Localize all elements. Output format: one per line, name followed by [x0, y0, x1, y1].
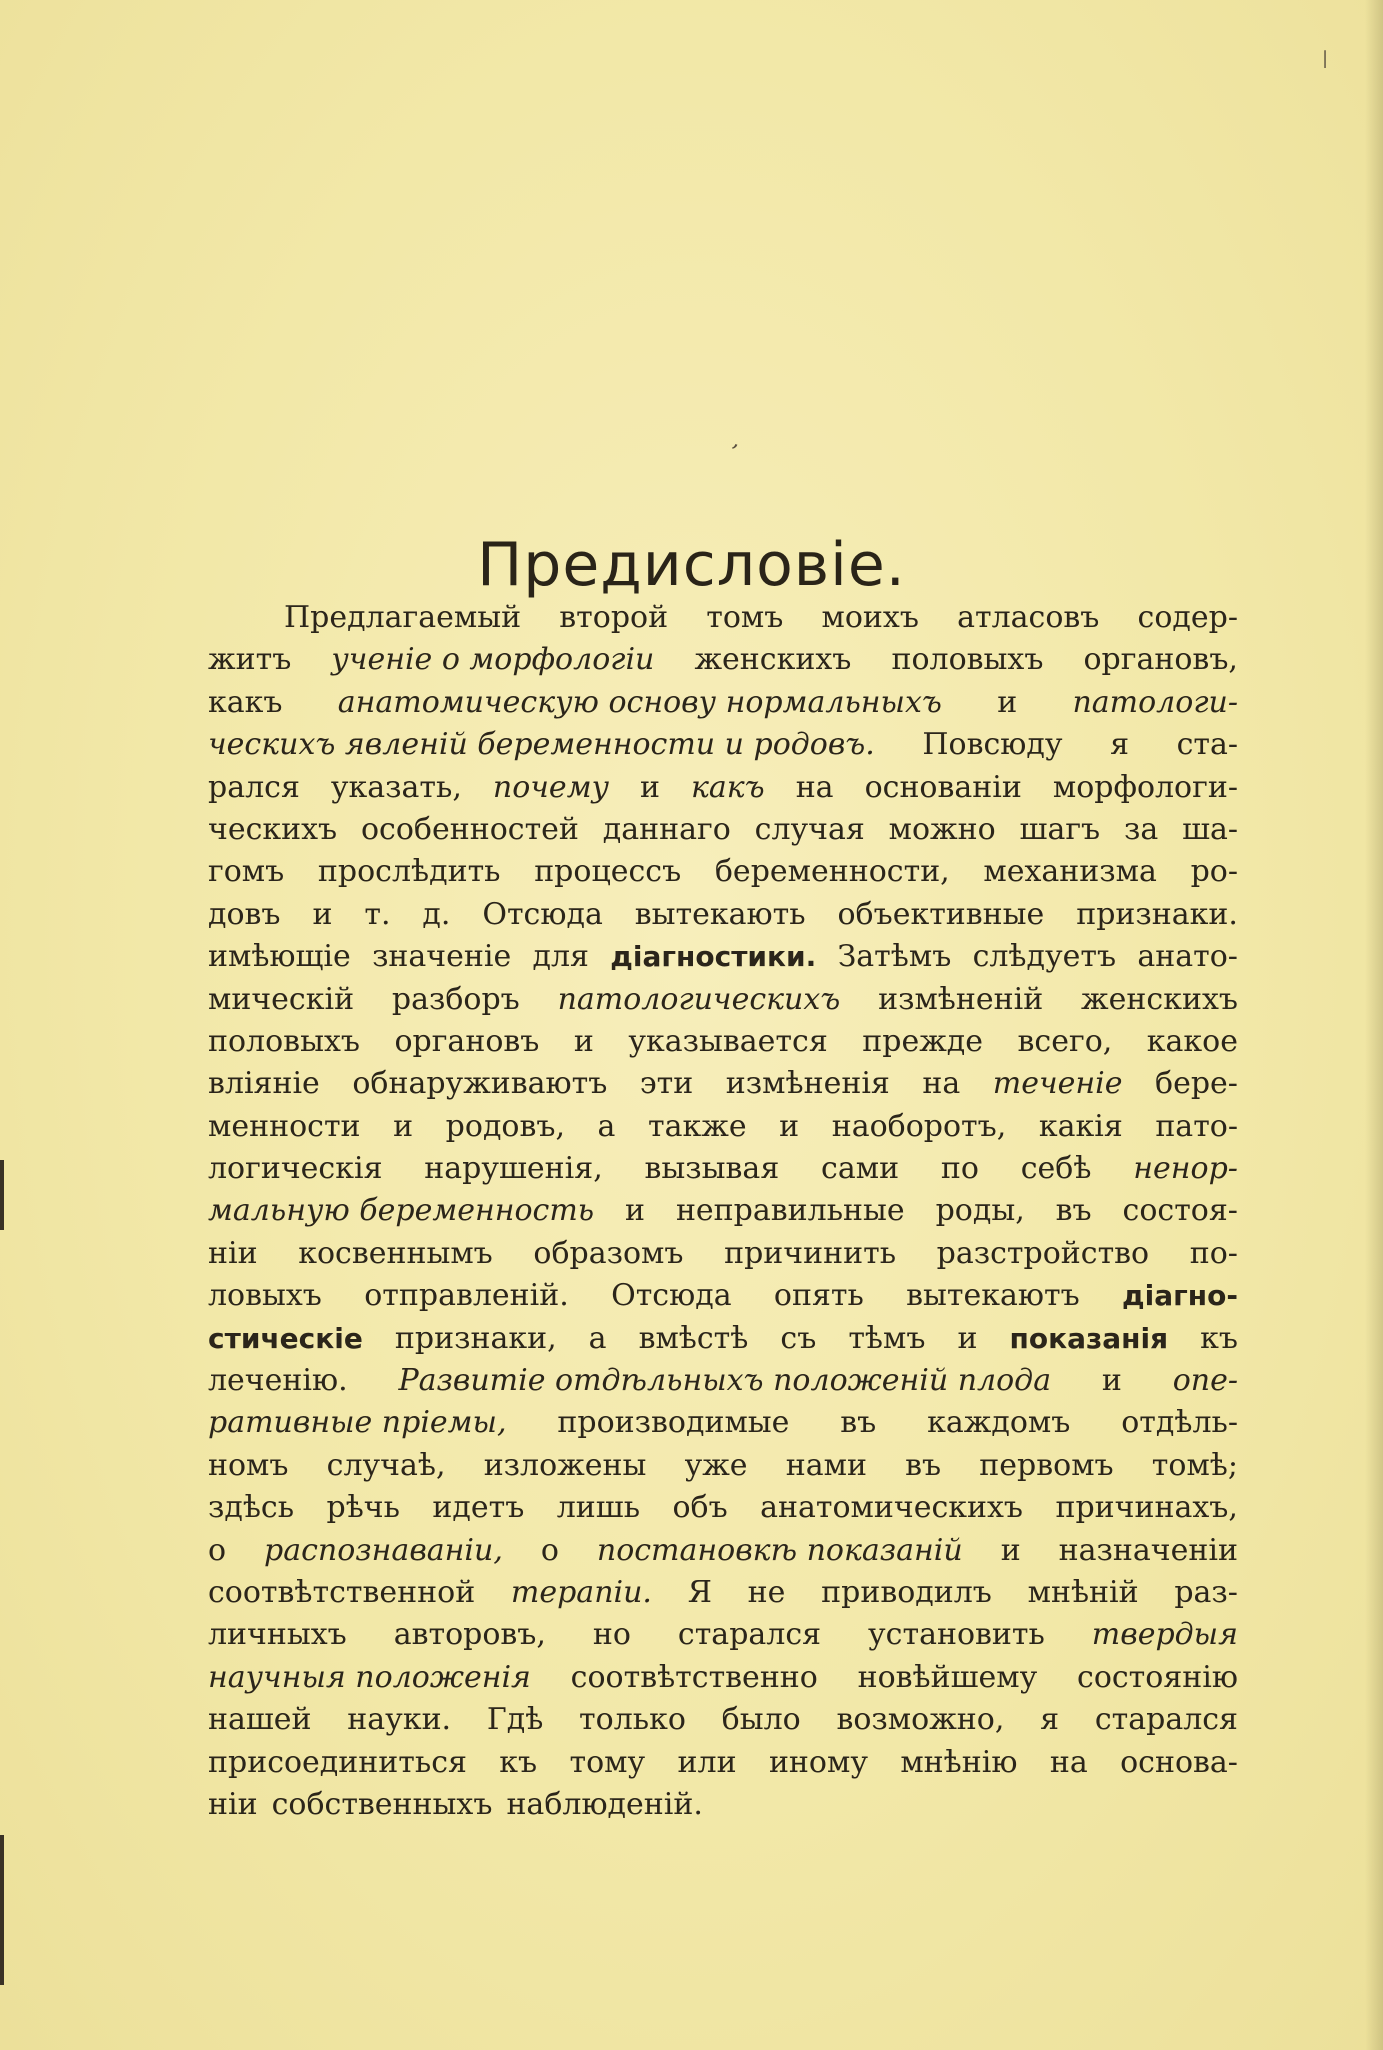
text-segment: присоединиться	[208, 1744, 467, 1780]
text-segment: всего,	[1017, 1023, 1113, 1059]
text-segment: было	[721, 1702, 801, 1738]
text-segment: менности	[208, 1108, 361, 1144]
text-segment: отправленій.	[364, 1278, 569, 1314]
binding-mark	[0, 1160, 4, 1230]
text-segment: логическія	[208, 1151, 383, 1187]
ink-speck: ,	[729, 427, 746, 454]
text-segment: томѣ;	[1151, 1447, 1238, 1483]
text-segment: указать,	[330, 769, 462, 805]
text-line	[208, 1572, 1238, 1614]
text-segment: вытекаютъ	[906, 1278, 1080, 1314]
text-segment: ративные пріемы,	[208, 1405, 507, 1441]
text-segment: о	[208, 1532, 227, 1568]
text-segment: шагъ	[1019, 811, 1101, 847]
text-segment: анатомическихъ	[760, 1490, 1024, 1526]
text-segment: ніи	[208, 1235, 258, 1271]
text-segment: указывается	[628, 1023, 828, 1059]
text-segment: объективные	[837, 896, 1045, 932]
text-segment: нашей	[208, 1702, 312, 1738]
text-segment: какія	[1038, 1108, 1123, 1144]
text-line	[208, 1148, 1238, 1190]
text-segment: признаки.	[1076, 896, 1238, 932]
text-line	[208, 1530, 1238, 1572]
text-segment: опять	[773, 1278, 864, 1314]
text-segment: мнѣнію	[900, 1744, 1018, 1780]
text-segment: томъ	[706, 600, 784, 635]
page-title: Предисловіе.	[477, 530, 906, 601]
text-segment: діагно-	[1122, 1279, 1238, 1313]
text-segment: показанія	[1009, 1321, 1169, 1355]
text-segment: также	[648, 1108, 747, 1144]
text-segment: случая	[754, 811, 865, 847]
text-segment: имѣющіе	[208, 939, 351, 975]
text-segment: беременности,	[714, 854, 950, 890]
text-segment: и	[997, 684, 1018, 720]
text-segment: иному	[768, 1744, 868, 1780]
text-segment: прежде	[862, 1023, 984, 1059]
text-segment: новѣйшему	[857, 1659, 1038, 1695]
text-line	[208, 639, 1238, 681]
text-segment: личныхъ	[208, 1617, 347, 1653]
text-segment: авторовъ,	[393, 1617, 546, 1653]
text-segment: собственныхъ	[271, 1786, 493, 1822]
text-segment: можно	[888, 811, 996, 847]
text-line	[208, 1784, 1238, 1826]
text-segment: неправильные	[675, 1193, 905, 1229]
text-segment: объ	[672, 1490, 728, 1526]
text-segment: ческихъ	[208, 811, 338, 847]
text-segment: за	[1123, 811, 1159, 847]
text-segment: бере-	[1155, 1066, 1238, 1102]
text-segment: вмѣстѣ	[638, 1320, 749, 1356]
text-line	[208, 724, 1238, 766]
text-segment: житъ	[208, 642, 292, 678]
text-segment: или	[677, 1744, 737, 1780]
text-segment: по-	[1189, 1235, 1238, 1271]
text-segment: разстройство	[936, 1235, 1150, 1271]
text-segment: діагностики.	[610, 940, 817, 974]
text-line	[208, 1487, 1238, 1529]
text-segment: и	[1000, 1532, 1021, 1568]
text-segment: установить	[868, 1617, 1045, 1653]
preface-body	[208, 597, 1238, 1826]
text-segment: леченію.	[208, 1363, 348, 1399]
text-segment: органовъ,	[1083, 642, 1238, 678]
text-segment: здѣсь	[208, 1490, 295, 1526]
text-segment: вытекають	[634, 896, 806, 932]
text-segment: Развитіе отдѣльныхъ положеній плода	[398, 1363, 1052, 1399]
text-segment: а	[597, 1108, 616, 1144]
text-segment: слѣдуетъ	[972, 939, 1117, 975]
text-segment: наоборотъ,	[831, 1108, 1007, 1144]
text-line	[208, 682, 1238, 724]
text-line	[208, 1699, 1238, 1741]
text-segment: только	[579, 1702, 686, 1738]
text-segment: и	[779, 1108, 800, 1144]
text-segment: не	[747, 1574, 786, 1610]
text-segment: Я	[687, 1574, 712, 1610]
text-segment: Повсюду	[922, 727, 1063, 763]
text-segment: для	[532, 939, 589, 975]
text-segment: состоя-	[1122, 1193, 1238, 1229]
text-segment: идетъ	[432, 1490, 525, 1526]
text-segment: постановкѣ показаній	[596, 1532, 963, 1568]
text-segment: рѣчь	[326, 1490, 400, 1526]
text-segment: Отсюда	[611, 1278, 732, 1314]
text-segment: обнаруживаютъ	[352, 1066, 608, 1102]
text-line	[208, 767, 1238, 809]
text-segment: разборъ	[391, 981, 520, 1017]
text-segment: о	[540, 1532, 559, 1568]
text-segment: второй	[559, 600, 669, 635]
text-segment: раз-	[1174, 1574, 1238, 1610]
text-segment: мальную беременность	[208, 1193, 595, 1229]
text-segment: стическіе	[208, 1321, 363, 1355]
text-line	[208, 894, 1238, 936]
text-segment: образомъ	[533, 1235, 684, 1271]
text-segment: нами	[785, 1447, 867, 1483]
text-segment: на	[1049, 1744, 1088, 1780]
text-segment: д.	[422, 896, 451, 932]
text-segment: основа-	[1120, 1744, 1238, 1780]
text-segment: отдѣль-	[1121, 1405, 1238, 1441]
text-segment: Отсюда	[482, 896, 603, 932]
text-line	[208, 936, 1238, 978]
text-segment: содер-	[1137, 600, 1238, 635]
text-segment: механизма	[983, 854, 1157, 890]
text-segment: случаѣ,	[326, 1447, 446, 1483]
text-segment: и	[393, 1108, 414, 1144]
text-segment: номъ	[208, 1447, 289, 1483]
text-segment: вліяніе	[208, 1066, 320, 1102]
text-segment: въ	[840, 1405, 877, 1441]
text-line	[208, 1614, 1238, 1656]
text-segment: соотвѣтственно	[570, 1659, 818, 1695]
text-segment: ненор-	[1133, 1151, 1238, 1187]
text-segment: морфологи-	[1052, 769, 1238, 805]
text-segment: и	[625, 1193, 646, 1229]
text-segment: женскихъ	[694, 642, 852, 678]
text-line	[208, 1063, 1238, 1105]
text-line	[208, 851, 1238, 893]
text-segment: прослѣдить	[317, 854, 501, 890]
text-segment: ста-	[1176, 727, 1238, 763]
text-line	[208, 1360, 1238, 1402]
text-segment: возможно,	[836, 1702, 1005, 1738]
text-segment: ша-	[1182, 811, 1238, 847]
text-segment: Предлагаемый	[284, 600, 522, 635]
text-segment: состоянію	[1077, 1659, 1238, 1695]
text-segment: и	[1101, 1363, 1122, 1399]
text-segment: на	[795, 769, 834, 805]
text-line	[208, 1402, 1238, 1444]
text-segment: измѣненія	[725, 1066, 890, 1102]
text-segment: мическій	[208, 981, 355, 1017]
text-line	[208, 1190, 1238, 1232]
text-segment: старался	[677, 1617, 822, 1653]
ink-speck: |	[1322, 48, 1329, 69]
text-segment: по	[940, 1151, 979, 1187]
text-segment: анатомическую основу нормальныхъ	[337, 684, 942, 720]
text-segment: Гдѣ	[486, 1702, 544, 1738]
text-line	[208, 1445, 1238, 1487]
text-segment: себѣ	[1020, 1151, 1092, 1187]
text-segment: научныя положенія	[208, 1659, 531, 1695]
text-segment: причинахъ,	[1055, 1490, 1238, 1526]
text-segment: приводилъ	[821, 1574, 992, 1610]
text-line	[208, 1318, 1238, 1360]
text-segment: къ	[499, 1744, 538, 1780]
text-segment: на	[922, 1066, 961, 1102]
text-segment: распознаваніи,	[264, 1532, 503, 1568]
text-segment: какъ	[208, 684, 283, 720]
text-segment: патологическихъ	[557, 981, 841, 1017]
text-line	[208, 809, 1238, 851]
text-segment: моихъ	[821, 600, 919, 635]
text-segment: изложены	[483, 1447, 647, 1483]
text-segment: и	[957, 1320, 978, 1356]
text-segment: опе-	[1172, 1363, 1238, 1399]
text-segment: эти	[639, 1066, 694, 1102]
text-line	[208, 1275, 1238, 1317]
text-segment: въ	[1055, 1193, 1092, 1229]
text-segment: даннаго	[602, 811, 731, 847]
text-segment: какое	[1146, 1023, 1238, 1059]
text-segment: но	[592, 1617, 631, 1653]
text-segment: причинить	[724, 1235, 897, 1271]
text-segment: значеніе	[372, 939, 512, 975]
page-edge-shadow	[1365, 0, 1383, 2050]
text-segment: уже	[684, 1447, 748, 1483]
text-segment: органовъ	[394, 1023, 540, 1059]
text-segment: и	[639, 769, 660, 805]
text-segment: т.	[364, 896, 391, 932]
text-segment: старался	[1094, 1702, 1238, 1738]
text-segment: соотвѣтственной	[208, 1574, 476, 1610]
text-line	[208, 1021, 1238, 1063]
text-segment: ро-	[1190, 854, 1238, 890]
text-segment: пато-	[1155, 1108, 1238, 1144]
text-segment: какъ	[690, 769, 765, 805]
text-line	[208, 1742, 1238, 1784]
text-segment: первомъ	[979, 1447, 1114, 1483]
text-segment: наблюденій.	[506, 1786, 703, 1822]
text-segment: съ	[780, 1320, 817, 1356]
text-segment: рался	[208, 769, 300, 805]
text-line	[208, 979, 1238, 1021]
text-segment: теченіе	[992, 1066, 1123, 1102]
text-segment: признаки,	[394, 1320, 557, 1356]
text-segment: вызывая	[644, 1151, 780, 1187]
text-segment: родовъ,	[445, 1108, 565, 1144]
text-segment: процессъ	[534, 854, 682, 890]
text-segment: въ	[905, 1447, 942, 1483]
text-segment: каждомъ	[927, 1405, 1071, 1441]
text-segment: тому	[569, 1744, 646, 1780]
text-segment: анато-	[1137, 939, 1238, 975]
text-segment: науки.	[347, 1702, 452, 1738]
text-segment: мнѣній	[1027, 1574, 1139, 1610]
text-segment: лишь	[556, 1490, 641, 1526]
text-segment: косвеннымъ	[298, 1235, 493, 1271]
text-segment: женскихъ	[1081, 981, 1238, 1017]
text-segment: ученіе о морфологіи	[331, 642, 655, 678]
text-segment: и	[573, 1023, 594, 1059]
text-segment: производимые	[557, 1405, 790, 1441]
text-segment: особенностей	[360, 811, 579, 847]
text-line	[208, 1657, 1238, 1699]
binding-mark	[0, 1835, 4, 1985]
text-segment: назначеніи	[1058, 1532, 1238, 1568]
text-segment: гомъ	[208, 854, 285, 890]
text-segment: къ	[1200, 1320, 1238, 1356]
text-segment: тѣмъ	[848, 1320, 926, 1356]
text-segment: почему	[492, 769, 609, 805]
text-segment: патологи-	[1072, 684, 1238, 720]
text-line	[208, 1233, 1238, 1275]
text-segment: сами	[821, 1151, 900, 1187]
text-segment: я	[1110, 727, 1130, 763]
text-segment: нарушенія,	[424, 1151, 603, 1187]
text-segment: я	[1040, 1702, 1060, 1738]
text-segment: ловыхъ	[208, 1278, 322, 1314]
text-segment: половыхъ	[208, 1023, 360, 1059]
text-line	[208, 597, 1238, 639]
text-segment: твердыя	[1091, 1617, 1238, 1653]
text-segment: атласовъ	[957, 600, 1100, 635]
text-segment: половыхъ	[891, 642, 1044, 678]
text-segment: а	[588, 1320, 607, 1356]
text-line	[208, 1106, 1238, 1148]
text-segment: роды,	[935, 1193, 1025, 1229]
text-segment: ніи	[208, 1786, 258, 1822]
text-segment: ческихъ явленій беременности и родовъ.	[208, 727, 875, 763]
text-segment: терапіи.	[510, 1574, 652, 1610]
text-segment: измѣненій	[878, 981, 1044, 1017]
text-segment: и	[312, 896, 333, 932]
text-segment: Затѣмъ	[837, 939, 952, 975]
text-segment: довъ	[208, 896, 281, 932]
text-segment: основаніи	[864, 769, 1022, 805]
